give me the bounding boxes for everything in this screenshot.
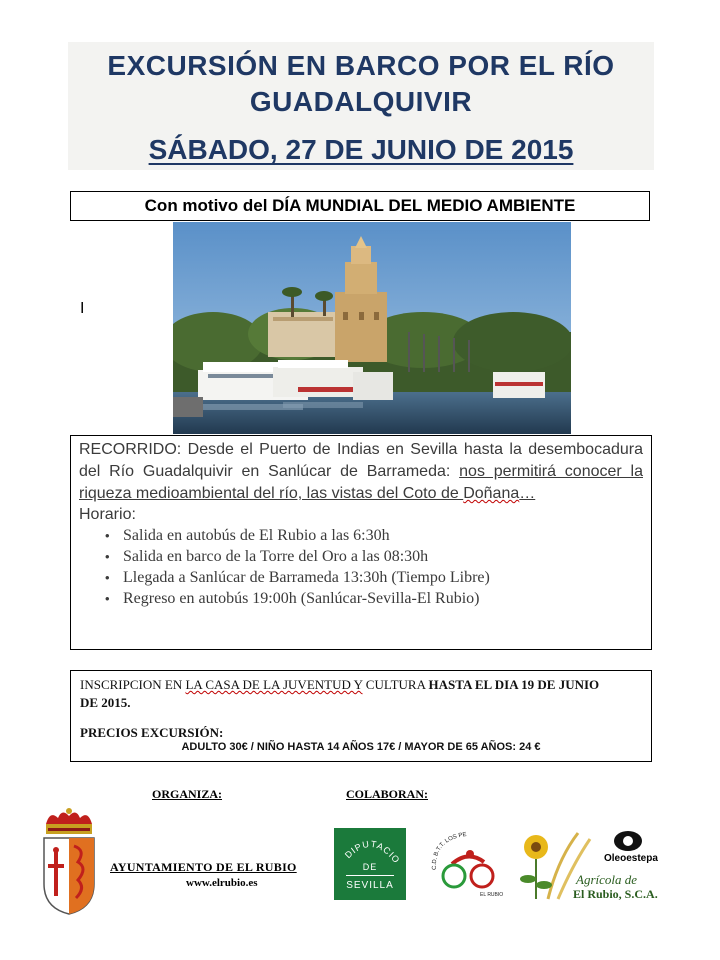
inscription-text: INSCRIPCION EN [80,677,186,692]
diputacion-text-3: SEVILLA [346,880,394,891]
website-link[interactable]: www.elrubio.es [186,877,258,889]
el-rubio-crest-icon [40,806,98,916]
seville-river-photo [173,222,571,434]
schedule-item: • Salida en barco de la Torre del Oro a las 08:30h [123,546,643,567]
photo-illustration [173,222,571,434]
agricola-line-1: Agrícola de [576,872,638,887]
stray-marker: I [80,300,85,317]
agricola-line-2: El Rubio, S.C.A. [573,887,658,901]
organiza-label: ORGANIZA: [152,787,223,801]
page-title [68,48,654,120]
event-date-text: SÁBADO, 27 DE JUNIO DE 2015 [148,134,574,165]
oleoestepa-label: Oleoestepa [604,853,658,864]
ayuntamiento-name: AYUNTAMIENTO DE EL RUBIO [110,860,297,874]
route-text-part2: nos permitirá conocer la riqueza medioambiental del río, las vistas del Coto de [79,463,643,502]
colaboran-label: COLABORAN: [346,787,429,801]
inscription-line-1 [80,676,642,694]
club-top-text: C.D. B.T.T. LOS PE [431,831,468,871]
schedule-list [79,525,643,609]
route-text-donana: Doñana [463,485,520,502]
route-text-ellipsis: … [519,485,536,502]
schedule-item: • Regreso en autobús 19:00h (Sanlúcar-Sevilla-El Rubio) [123,588,643,609]
club-btt-logo [430,830,506,900]
crest-graphic [40,806,98,916]
prices-detail: ADULTO 30€ / NIÑO HASTA 14 AÑOS 17€ / MAYOR DE 65 AÑOS: 24 € [181,741,541,753]
route-description [79,439,643,505]
event-date [68,134,654,166]
inscription-line-2: DE 2015. [80,695,131,710]
inscription-text-2: CULTURA [362,677,429,692]
inscription-place: LA CASA DE LA JUVENTUD Y [185,677,363,692]
title-line-1: EXCURSIÓN EN BARCO POR EL RÍO [107,50,615,81]
schedule-item: • Salida en autobús de El Rubio a las 6:30h [123,525,643,546]
inscription-box [70,670,652,762]
route-box [70,435,652,650]
title-line-2: GUADALQUIVIR [249,86,473,117]
diputacion-sevilla-logo [334,828,406,900]
route-text-part1: RECORRIDO: Desde el Puerto de Indias en Sevilla hasta la desembocadura del Río Guadalquivir en Sanlúcar de Barrameda: [79,441,643,480]
diputacion-graphic [334,828,406,900]
schedule-label: Horario: [79,506,136,523]
club-graphic [430,830,506,900]
schedule-item: • Llegada a Sanlúcar de Barrameda 13:30h (Tiempo Libre) [123,567,643,588]
inscription-deadline: HASTA EL DIA 19 DE JUNIO [428,677,600,692]
prices-label: PRECIOS EXCURSIÓN: [80,725,224,740]
club-bottom-text: EL RUBIO [480,892,504,898]
diputacion-text-1: DIPUTACIO [342,838,403,866]
motive-box: Con motivo del DÍA MUNDIAL DEL MEDIO AMBIENTE [70,191,650,221]
diputacion-text-2: DE [362,862,378,872]
